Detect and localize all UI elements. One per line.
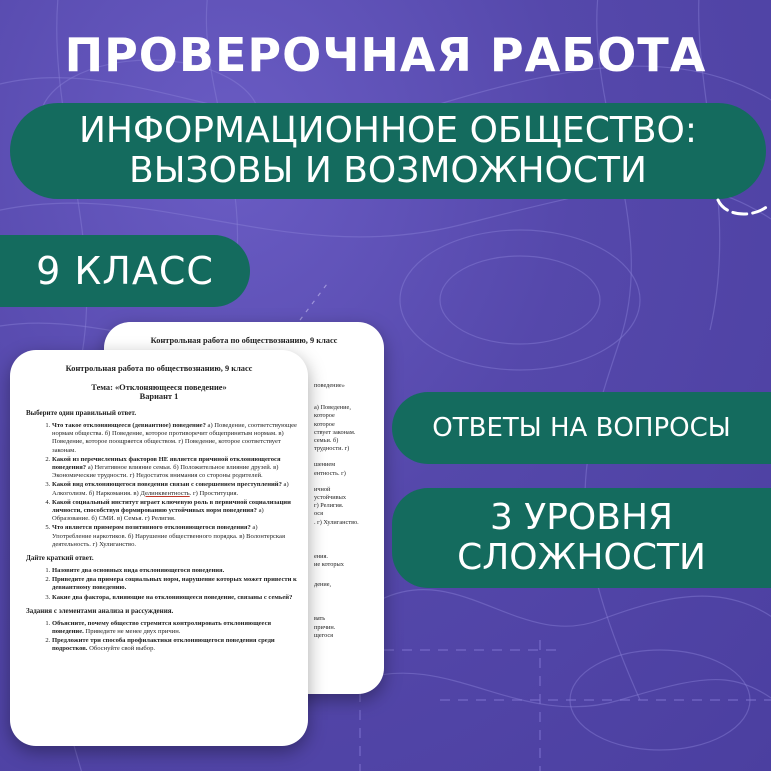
question-list: [20, 422, 298, 549]
fragment: ентность. г): [314, 469, 346, 477]
fragment: шением: [314, 461, 336, 469]
worksheet-variant: Вариант 1: [139, 392, 179, 401]
subject-banner: [10, 103, 766, 199]
section-heading: Выберите один правильный ответ.: [26, 409, 137, 417]
fragment: вать: [314, 615, 326, 623]
fragment: поведение»: [314, 382, 345, 389]
fragment: трудности. г): [314, 445, 350, 453]
question-item: 1. Назовите два основных вида отклоняющегося поведения.: [52, 567, 298, 575]
swoosh-decoration: [716, 180, 771, 220]
question-item: 4. Какой социальный институт играет ключевую роль в первичной социализации личности, способствуя формированию устойчивых норм поведения? а) Образование. б) СМИ. в) Семья. г) Религия.: [52, 499, 298, 524]
fragment: ствует законам.: [314, 428, 356, 436]
levels-label: 3 УРОВНЯ СЛОЖНОСТИ: [457, 497, 706, 578]
fragment: дение,: [314, 581, 332, 589]
answers-label: ОТВЕТЫ НА ВОПРОСЫ: [432, 413, 731, 443]
fragment: причин.: [314, 623, 336, 631]
question-item: 3. Какие два фактора, влияющие на отклоняющееся поведение, связаны с семьей?: [52, 594, 298, 602]
fragment: г) Религия.: [314, 502, 344, 510]
fragment: которое: [314, 412, 335, 420]
question-list: [20, 620, 298, 654]
question-item: 5. Что является примером позитивного отклоняющегося поведения? а) Употребление наркотиков. б) Нарушение общественного порядка. в) Волонтерская деятельность. г) Хулиганство.: [52, 524, 298, 549]
back-worksheet-title: Контрольная работа по обществознанию, 9 класс: [150, 336, 338, 345]
worksheet-topic: Тема: «Отклоняющееся поведение»: [91, 383, 227, 392]
front-worksheet-preview: [10, 350, 308, 746]
fragment: ения.: [314, 552, 329, 560]
answers-banner: [392, 392, 771, 464]
fragment: семьи. б): [314, 437, 339, 445]
fragment: . г) Хулиганство.: [314, 518, 359, 526]
fragment: ие которых: [314, 561, 344, 569]
page-headline: ПРОВЕРОЧНАЯ РАБОТА: [64, 28, 707, 82]
fragment: ося: [314, 510, 323, 518]
fragment: ичной: [314, 485, 331, 493]
fragment: щегося: [314, 631, 334, 639]
question-item: 2. Предложите три способа профилактики отклоняющегося поведения среди подростков. Обоснуйте свой выбор.: [52, 637, 298, 653]
grade-label: 9 КЛАСС: [36, 249, 214, 293]
question-item: 3. Какой вид отклоняющегося поведения связан с совершением преступлений? а) Алкоголизм. б) Наркомания. в) Делинквентность. г) Проституция.: [52, 481, 298, 497]
question-item: 2. Какой из перечисленных факторов НЕ является причиной отклоняющегося поведения? а) Негативное влияние семьи. б) Положительное влияние друзей. в) Экономические трудности. г) Недостаток внимания со стороны родителей.: [52, 456, 298, 481]
grade-banner: [0, 235, 250, 307]
fragment: устойчивых: [314, 494, 347, 502]
section-heading: Дайте краткий ответ.: [26, 554, 94, 563]
section-heading: Задания с элементами анализа и рассуждения.: [26, 606, 174, 615]
fragment: а) Поведение,: [314, 404, 351, 412]
worksheet-title: Контрольная работа по обществознанию, 9 класс: [65, 364, 253, 373]
question-item: 1. Объясните, почему общество стремится контролировать отклоняющееся поведение. Приведите не менее двух причин.: [52, 620, 298, 636]
levels-banner: [392, 488, 771, 588]
question-item: 2. Приведите два примера социальных норм, нарушение которых может привести к девиантному поведению.: [52, 576, 298, 592]
subject-title: ИНФОРМАЦИОННОЕ ОБЩЕСТВО: ВЫЗОВЫ И ВОЗМОЖНОСТИ: [78, 110, 698, 191]
question-list: [20, 567, 298, 602]
fragment: которое: [314, 420, 335, 428]
back-worksheet-fragments: [314, 382, 380, 640]
question-item: 1. Что такое отклоняющееся (девиантное) поведение? а) Поведение, соответствующее нормам общества. б) Поведение, которое противоречит общепринятым нормам. в) Поведение, которое поощряется обществом. г) Поведение, которое соответствует законам.: [52, 422, 298, 455]
